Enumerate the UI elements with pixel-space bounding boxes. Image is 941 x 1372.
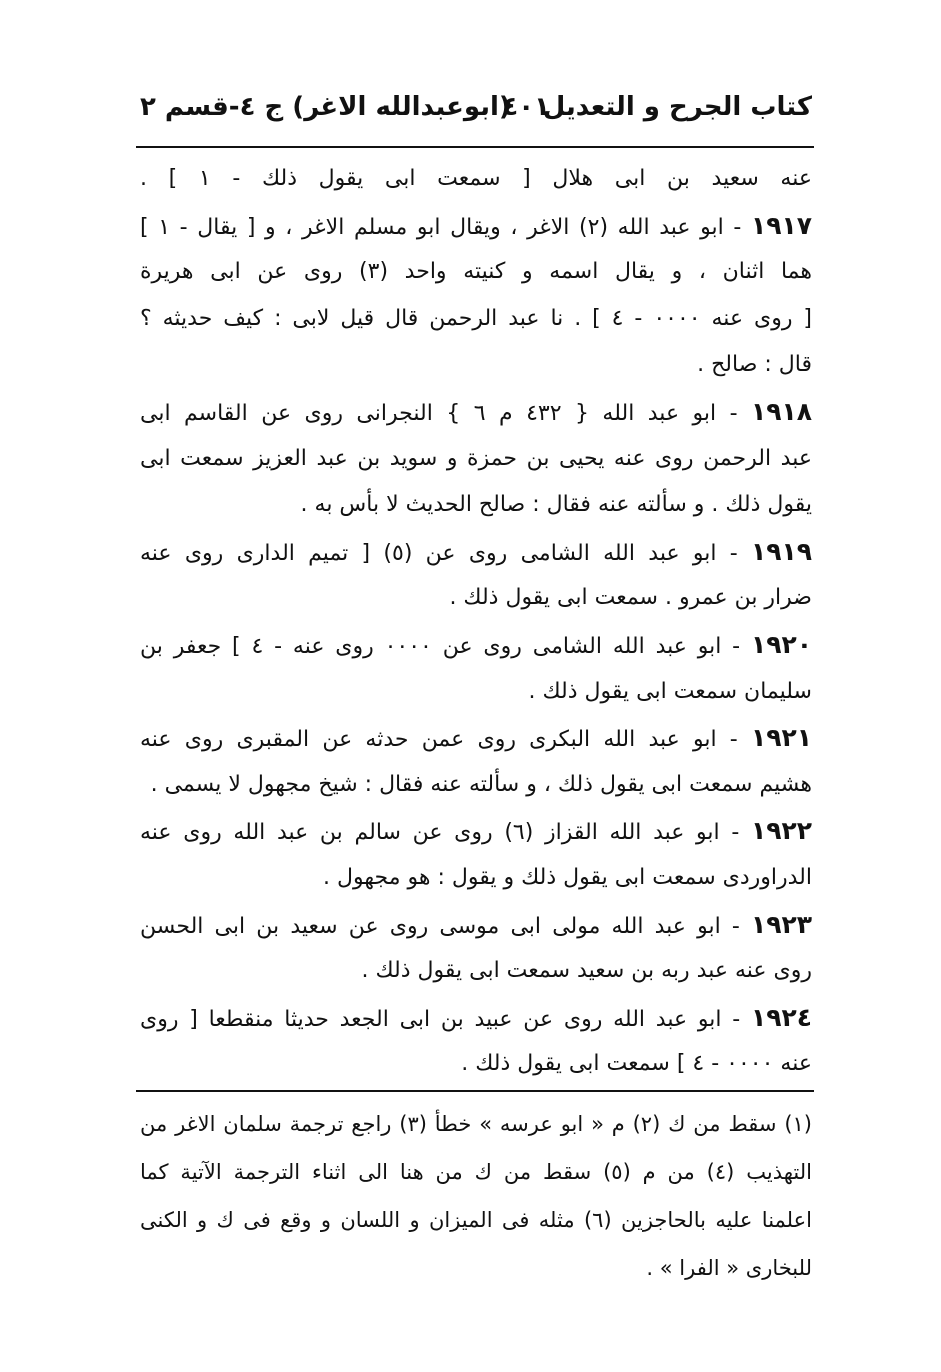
- entry-number: ١٩٢٠: [750, 629, 812, 659]
- line-text: هشيم سمعت ابى يقول ذلك ، و سألته عنه فقال : شيخ مجهول لا يسمى .: [150, 771, 812, 797]
- text-line: [140, 902, 812, 949]
- line-text: عنه ٠٠٠٠ - ٤ ] سمعت ابى يقول ذلك .: [461, 1051, 812, 1077]
- book-title: كتاب الجرح و التعديل: [542, 92, 812, 122]
- text-line: [140, 203, 812, 250]
- text-line: [140, 1041, 812, 1088]
- entry-number: ١٩٢٤: [750, 1002, 812, 1032]
- line-text: - ابو عبد الله القزاز (٦) روى عن سالم بن عبد الله روى عنه: [140, 820, 751, 846]
- line-text: - ابو عبد الله مولى ابى موسى روى عن سعيد بن ابى الحسن: [140, 913, 751, 939]
- text-line: [140, 156, 812, 203]
- text-line: [140, 529, 812, 576]
- entry-number: ١٩٢٢: [750, 816, 812, 846]
- text-line: [140, 995, 812, 1042]
- line-text: - ابو عبد الله الشامى روى عن (٥) [ تميم الدارى روى عنه: [140, 540, 751, 566]
- text-line: [140, 855, 812, 902]
- footnote-divider: [136, 1090, 814, 1092]
- entry-number: ١٩٢١: [750, 723, 812, 753]
- line-text: ضرار بن عمرو . سمعت ابى يقول ذلك .: [449, 585, 812, 611]
- text-line: [140, 762, 812, 809]
- line-text: سليمان سمعت ابى يقول ذلك .: [528, 678, 812, 704]
- line-text: الدراوردى سمعت ابى يقول ذلك و يقول : هو مجهول .: [323, 864, 812, 890]
- text-line: [140, 808, 812, 855]
- entry-number: ١٩١٩: [750, 536, 812, 566]
- text-line: [140, 296, 812, 343]
- line-text: [ روى عنه ٠٠٠٠ - ٤ ] . نا عبد الرحمن قال قيل لابى : كيف حديثه ؟: [140, 305, 812, 331]
- line-text: - ابو عبد الله روى عن عبيد بن ابى الجعد حديثا منقطعا [ روى: [140, 1006, 751, 1032]
- text-line: [140, 715, 812, 762]
- text-line: [140, 436, 812, 483]
- text-line: [140, 948, 812, 995]
- page-header: [140, 88, 812, 140]
- entry-number: ١٩١٧: [750, 210, 812, 240]
- line-text: - ابو عبد الله الشامى روى عن ٠٠٠٠ روى عنه - ٤ ] جعفر بن: [140, 633, 751, 659]
- line-text: يقول ذلك . و سألته عنه فقال : صالح الحديث لا بأس به .: [300, 492, 812, 518]
- footnotes: [140, 1100, 812, 1292]
- footnote-line: اعلمنا عليه بالحاجزين (٦) مثله فى الميزان و اللسان و وقع فى ك و الكنى: [140, 1208, 812, 1232]
- text-line: [140, 249, 812, 296]
- line-text: - ابو عبد الله البكرى روى عمن حدثه عن المقبرى روى عنه: [140, 727, 751, 753]
- line-text: قال : صالح .: [697, 352, 812, 378]
- running-subject: (ابوعبدالله الاغر) ج ٤-قسم ٢: [140, 92, 511, 122]
- line-text: عنه سعيد بن ابى هلال [ سمعت ابى يقول ذلك - ١ ] .: [140, 166, 812, 191]
- line-text: هما اثنان ، و يقال اسمه و كنيته واحد (٣) روى عن ابى هريرة: [140, 259, 812, 285]
- line-text: - ابو عبد الله { ٤٣٢ م ٦ } النجرانى روى عن القاسم ابى: [140, 400, 751, 426]
- page-number: ٤٠١: [502, 92, 550, 122]
- entry-number: ١٩١٨: [750, 396, 812, 426]
- line-text: عبد الرحمن روى عنه يحيى بن حمزة و سويد بن عبد العزيز سمعت ابى: [140, 445, 812, 471]
- text-line: [140, 575, 812, 622]
- text-line: [140, 389, 812, 436]
- text-line: [140, 482, 812, 529]
- header-divider: [136, 146, 814, 148]
- entry-number: ١٩٢٣: [750, 909, 812, 939]
- main-text: [140, 156, 812, 1088]
- footnote-line: (١) سقط من ك (٢) م « ابو عرسه » خطأ (٣) راجع ترجمة سلمان الاغر من: [140, 1112, 812, 1136]
- line-text: روى عنه عبد ربه بن سعيد سمعت ابى يقول ذلك .: [361, 958, 812, 984]
- line-text: - ابو عبد الله (٢) الاغر ، ويقال ابو مسلم الاغر ، و [ يقال - ١ ]: [140, 214, 751, 240]
- text-line: [140, 622, 812, 669]
- text-line: [140, 342, 812, 389]
- footnote-line: التهذيب (٤) من م (٥) سقط من ك من هنا الى اثناء الترجمة الآتية كما: [140, 1160, 812, 1184]
- footnote-line: للبخارى « الفرا » .: [646, 1256, 812, 1280]
- text-line: [140, 669, 812, 716]
